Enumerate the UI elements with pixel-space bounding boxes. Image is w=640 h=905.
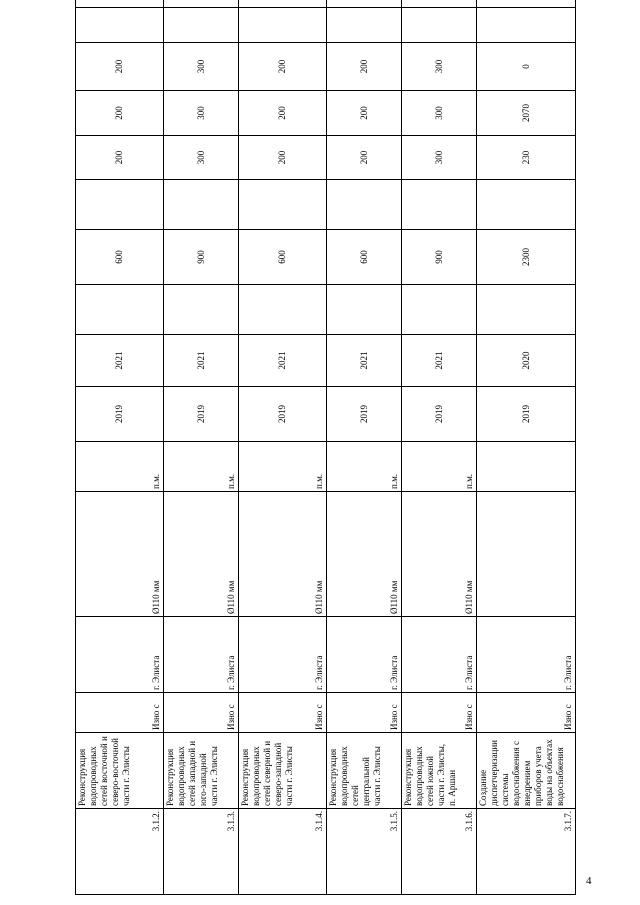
row-code: 3.1.2. <box>76 809 164 895</box>
row-col-7 <box>76 8 164 43</box>
row-code: 3.1.6. <box>402 809 477 895</box>
row-code: 3.1.7. <box>477 809 576 895</box>
table-row <box>477 0 576 895</box>
row-year-1: 300 <box>164 136 239 180</box>
row-name: Реконструкция водопроводных сетей восточной и северо-восточной части г. Элисты <box>76 733 164 809</box>
row-unit: п.м. <box>76 442 164 492</box>
investment-program-table <box>75 0 576 895</box>
row-end-year: 2021 <box>239 335 327 387</box>
row-total: 2300 <box>477 230 576 285</box>
row-total: 900 <box>164 230 239 285</box>
row-year-2: 200 <box>239 91 327 136</box>
row-year-3: 0 <box>477 43 576 91</box>
row-place: г. Элиста <box>402 617 477 693</box>
row-col-8 <box>327 0 402 8</box>
row-start-year: 2019 <box>477 387 576 442</box>
row-col-8 <box>164 0 239 8</box>
row-col-7 <box>327 8 402 43</box>
row-kind: Изно с <box>402 693 477 733</box>
row-start-year: 2019 <box>239 387 327 442</box>
table-row <box>76 0 164 895</box>
row-year-1: 300 <box>402 136 477 180</box>
row-code: 3.1.3. <box>164 809 239 895</box>
page-number: 4 <box>586 875 592 887</box>
row-col-3 <box>76 180 164 230</box>
row-place: г. Элиста <box>477 617 576 693</box>
row-year-3: 300 <box>164 43 239 91</box>
row-year-1: 200 <box>76 136 164 180</box>
row-col-3 <box>327 180 402 230</box>
row-col-1 <box>164 285 239 335</box>
row-col-1 <box>76 285 164 335</box>
row-spec: Ø110 мм <box>402 492 477 617</box>
row-end-year: 2021 <box>327 335 402 387</box>
row-col-8 <box>76 0 164 8</box>
row-col-3 <box>164 180 239 230</box>
row-col-1 <box>402 285 477 335</box>
row-col-1 <box>239 285 327 335</box>
row-name: Реконструкция водопроводных сетей западной и юго-западной части г. Элисты <box>164 733 239 809</box>
row-code: 3.1.4. <box>239 809 327 895</box>
row-total: 600 <box>239 230 327 285</box>
row-total: 600 <box>327 230 402 285</box>
row-spec: Ø110 мм <box>76 492 164 617</box>
row-end-year: 2021 <box>402 335 477 387</box>
row-kind: Изно с <box>477 693 576 733</box>
row-name: Реконструкция водопроводных сетей центральной части г. Элисты <box>327 733 402 809</box>
row-year-3: 200 <box>327 43 402 91</box>
row-place: г. Элиста <box>327 617 402 693</box>
row-year-3: 300 <box>402 43 477 91</box>
row-col-7 <box>164 8 239 43</box>
row-place: г. Элиста <box>76 617 164 693</box>
row-unit: п.м. <box>239 442 327 492</box>
row-end-year: 2020 <box>477 335 576 387</box>
table-row <box>327 0 402 895</box>
row-year-1: 230 <box>477 136 576 180</box>
row-col-8 <box>239 0 327 8</box>
row-place: г. Элиста <box>164 617 239 693</box>
row-name: Реконструкция водопроводных сетей южной части г. Элисты, п. Аршан <box>402 733 477 809</box>
row-col-3 <box>402 180 477 230</box>
row-name: Реконструкция водопроводных сетей северной и северо-западной части г. Элисты <box>239 733 327 809</box>
row-col-1 <box>327 285 402 335</box>
row-name: Создание диспетчеризации системы водоснабжения с внедрением приборов учета воды на объектах водоснабжения <box>477 733 576 809</box>
row-year-2: 200 <box>327 91 402 136</box>
row-total: 900 <box>402 230 477 285</box>
row-unit <box>477 442 576 492</box>
row-kind: Изно с <box>164 693 239 733</box>
row-end-year: 2021 <box>164 335 239 387</box>
row-kind: Изно с <box>327 693 402 733</box>
table-row <box>164 0 239 895</box>
row-start-year: 2019 <box>327 387 402 442</box>
row-col-8 <box>402 0 477 8</box>
row-year-3: 200 <box>76 43 164 91</box>
row-year-2: 300 <box>164 91 239 136</box>
row-year-2: 200 <box>76 91 164 136</box>
row-unit: п.м. <box>164 442 239 492</box>
row-spec <box>477 492 576 617</box>
row-place: г. Элиста <box>239 617 327 693</box>
table-row <box>239 0 327 895</box>
row-col-7 <box>239 8 327 43</box>
row-start-year: 2019 <box>164 387 239 442</box>
row-col-7 <box>477 8 576 43</box>
row-total: 600 <box>76 230 164 285</box>
row-end-year: 2021 <box>76 335 164 387</box>
row-start-year: 2019 <box>76 387 164 442</box>
row-year-1: 200 <box>239 136 327 180</box>
row-year-1: 200 <box>327 136 402 180</box>
row-kind: Изно с <box>239 693 327 733</box>
row-spec: Ø110 мм <box>239 492 327 617</box>
row-year-2: 2070 <box>477 91 576 136</box>
row-year-2: 300 <box>402 91 477 136</box>
row-start-year: 2019 <box>402 387 477 442</box>
row-col-1 <box>477 285 576 335</box>
row-kind: Изно с <box>76 693 164 733</box>
row-col-3 <box>239 180 327 230</box>
table-row <box>402 0 477 895</box>
row-spec: Ø110 мм <box>327 492 402 617</box>
rotated-table-sheet <box>75 45 575 895</box>
row-col-7 <box>402 8 477 43</box>
row-unit: п.м. <box>327 442 402 492</box>
row-code: 3.1.5. <box>327 809 402 895</box>
row-spec: Ø110 мм <box>164 492 239 617</box>
row-col-3 <box>477 180 576 230</box>
row-col-8 <box>477 0 576 8</box>
row-year-3: 200 <box>239 43 327 91</box>
row-unit: п.м. <box>402 442 477 492</box>
